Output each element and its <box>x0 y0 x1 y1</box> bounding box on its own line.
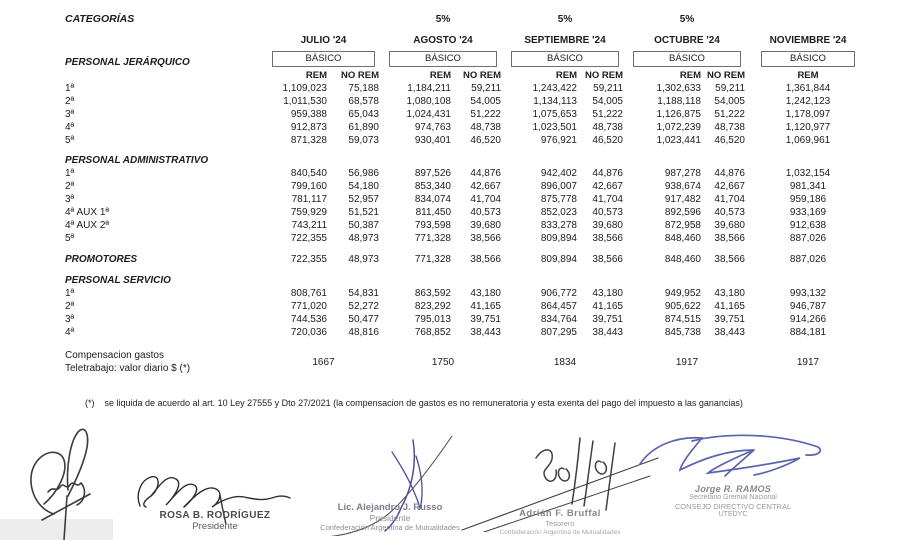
value-cell: 768,852 <box>414 327 451 338</box>
value-cell: 834,764 <box>540 314 577 325</box>
value-cell: 54,180 <box>348 181 379 192</box>
value-cell: 43,180 <box>714 288 745 299</box>
value-cell: 959,186 <box>789 194 827 205</box>
value-cell: 41,704 <box>592 194 623 205</box>
value-cell: 1,069,961 <box>785 135 831 146</box>
section-title-row <box>65 253 868 266</box>
value-cell: 1,024,431 <box>406 109 451 120</box>
footnote <box>85 398 743 408</box>
value-cell: 1,302,633 <box>656 83 701 94</box>
signatory-organization: Confederación Argentina de Mutualidades <box>320 523 460 532</box>
row-label-cell: 5ª <box>65 233 75 244</box>
value-cell: 884,181 <box>789 327 827 338</box>
value-cell: 874,515 <box>664 314 701 325</box>
value-cell: 44,876 <box>470 168 501 179</box>
value-cell: 808,761 <box>290 288 327 299</box>
value-cell: 40,573 <box>592 207 623 218</box>
signatory-union: UTEDYC <box>718 511 748 518</box>
header-increase-row <box>65 12 868 26</box>
signatory-name: Jorge R. RAMOS <box>694 484 772 494</box>
empty-cell <box>65 26 265 50</box>
row-label-cell: 4ª <box>65 122 75 133</box>
value-cell <box>748 274 868 287</box>
value-cell: 981,341 <box>789 181 827 192</box>
basico-header-cell <box>748 50 868 69</box>
value-cell: 1,184,211 <box>407 83 451 94</box>
value-cell <box>382 154 454 167</box>
row-label-cell: 4ª AUX 1ª <box>65 207 110 218</box>
value-cell: 914,266 <box>789 314 827 325</box>
month-header-cell: SEPTIEMBRE '24 <box>524 35 606 46</box>
value-cell: 41,704 <box>470 194 501 205</box>
value-cell: 1,120,977 <box>785 122 831 133</box>
basico-header-cell <box>626 50 748 69</box>
data-row <box>65 206 868 219</box>
column-header-cell: NO REM <box>463 70 501 81</box>
value-cell: 43,180 <box>592 288 623 299</box>
value-cell: 987,278 <box>664 168 701 179</box>
data-row <box>65 134 868 147</box>
column-header-cell: REM <box>429 70 451 81</box>
categories-heading: CATEGORÍAS <box>65 13 135 25</box>
data-row <box>65 121 868 134</box>
value-cell <box>504 154 580 167</box>
value-cell: 1,134,113 <box>533 96 577 107</box>
value-cell: 771,020 <box>290 301 327 312</box>
value-cell: 946,787 <box>789 301 827 312</box>
data-row <box>65 108 868 121</box>
row-label-cell: 5ª <box>65 135 75 146</box>
section-title-row <box>65 274 868 287</box>
row-label-cell: 4ª <box>65 327 75 338</box>
column-header-cell: NO REM <box>341 70 379 81</box>
month-header-cell: JULIO '24 <box>300 35 347 46</box>
row-label-cell: 4ª AUX 2ª <box>65 220 110 231</box>
value-cell: 38,566 <box>592 254 623 265</box>
value-cell: 938,674 <box>664 181 701 192</box>
value-cell: 48,738 <box>714 122 745 133</box>
value-cell: 853,340 <box>414 181 451 192</box>
value-cell: 840,540 <box>290 168 327 179</box>
value-cell: 52,957 <box>348 194 379 205</box>
value-cell: 50,387 <box>348 220 379 231</box>
value-cell: 795,013 <box>414 314 451 325</box>
value-cell: 897,526 <box>414 168 451 179</box>
value-cell: 887,026 <box>789 254 827 265</box>
value-cell: 722,355 <box>290 254 327 265</box>
value-cell: 1,178,097 <box>785 109 831 120</box>
value-cell: 848,460 <box>664 254 701 265</box>
value-cell: 1,242,123 <box>785 96 831 107</box>
value-cell <box>626 154 704 167</box>
empty-cell <box>65 69 265 82</box>
value-cell: 48,816 <box>348 327 379 338</box>
value-cell: 834,074 <box>414 194 451 205</box>
compensation-value-cell: 1667 <box>312 357 335 368</box>
column-header-cell: REM <box>555 70 577 81</box>
value-cell: 863,592 <box>414 288 451 299</box>
row-label-cell: 1ª <box>65 288 75 299</box>
signatory-title: Tesorero <box>545 519 575 528</box>
value-cell: 993,132 <box>789 288 827 299</box>
value-cell: 51,222 <box>470 109 501 120</box>
value-cell: 39,680 <box>470 220 501 231</box>
compensation-label-cell <box>65 349 265 376</box>
value-cell: 39,680 <box>592 220 623 231</box>
row-label-cell: 2ª <box>65 96 75 107</box>
footnote-marker: (*) <box>85 398 95 408</box>
compensation-value-cell: 1750 <box>431 357 455 368</box>
value-cell: 949,952 <box>664 288 701 299</box>
value-cell: 1,361,844 <box>785 83 831 94</box>
value-cell: 39,751 <box>470 314 501 325</box>
spacer-row <box>65 147 868 154</box>
month-header-cell: NOVIEMBRE '24 <box>769 35 847 46</box>
value-cell: 59,073 <box>348 135 379 146</box>
footnote-text: se liquida de acuerdo al art. 10 Ley 27555 y Dto 27/2021 (la compensacion de gastos es no remuneratoria y esta exenta del pago del impuesto a las ganancias) <box>104 398 743 408</box>
value-cell: 40,573 <box>714 207 745 218</box>
value-cell: 871,328 <box>290 135 327 146</box>
column-header-cell: NO REM <box>707 70 745 81</box>
value-cell: 1,023,441 <box>656 135 701 146</box>
signature-ink-icon <box>14 424 120 540</box>
value-cell: 1,243,422 <box>532 83 577 94</box>
value-cell <box>504 274 580 287</box>
scale-table-body <box>65 12 868 376</box>
signature-block-ramos <box>628 428 838 520</box>
value-cell <box>330 274 382 287</box>
value-cell <box>265 154 330 167</box>
column-header-cell: NO REM <box>585 70 623 81</box>
value-cell: 56,986 <box>348 168 379 179</box>
value-cell: 44,876 <box>714 168 745 179</box>
value-cell: 864,457 <box>540 301 577 312</box>
value-cell <box>330 154 382 167</box>
value-cell <box>454 154 504 167</box>
value-cell: 75,188 <box>348 83 379 94</box>
value-cell: 42,667 <box>592 181 623 192</box>
basico-box: BÁSICO <box>389 51 497 67</box>
value-cell: 50,477 <box>348 314 379 325</box>
value-cell: 771,328 <box>414 254 451 265</box>
signatory-title: Secretario Gremial Nacional <box>689 494 777 501</box>
value-cell: 39,680 <box>714 220 745 231</box>
basico-header-cell <box>504 50 626 69</box>
data-row <box>65 287 868 300</box>
value-cell: 930,401 <box>414 135 451 146</box>
header-month-row <box>65 26 868 50</box>
value-cell: 40,573 <box>470 207 501 218</box>
value-cell: 41,165 <box>470 301 501 312</box>
basico-box: BÁSICO <box>633 51 741 67</box>
value-cell: 38,443 <box>714 327 745 338</box>
data-row <box>65 167 868 180</box>
value-cell: 41,704 <box>714 194 745 205</box>
spacer-row <box>65 245 868 253</box>
value-cell: 51,222 <box>714 109 745 120</box>
data-row <box>65 300 868 313</box>
value-cell: 1,072,239 <box>656 122 701 133</box>
value-cell: 833,278 <box>540 220 577 231</box>
value-cell: 781,117 <box>291 194 327 205</box>
value-cell: 1,080,108 <box>406 96 451 107</box>
value-cell: 896,007 <box>540 181 577 192</box>
signature-ink-icon <box>628 428 838 482</box>
value-cell: 933,169 <box>789 207 827 218</box>
section-title-cell: PERSONAL JERÁRQUICO <box>65 57 190 68</box>
value-cell: 809,894 <box>540 254 577 265</box>
salary-scale-sheet <box>65 12 868 376</box>
value-cell: 875,778 <box>540 194 577 205</box>
value-cell: 974,763 <box>414 122 451 133</box>
value-cell <box>454 274 504 287</box>
row-label-cell: 3ª <box>65 109 75 120</box>
signatory-title: Presidente <box>192 521 238 532</box>
value-cell: 59,211 <box>715 83 745 94</box>
data-row <box>65 82 868 95</box>
increase-cell <box>265 12 382 26</box>
value-cell: 759,929 <box>290 207 327 218</box>
value-cell: 892,596 <box>664 207 701 218</box>
value-cell: 54,005 <box>470 96 501 107</box>
value-cell: 848,460 <box>664 233 701 244</box>
section-title-cell: PERSONAL ADMINISTRATIVO <box>65 155 209 166</box>
value-cell: 51,521 <box>348 207 379 218</box>
value-cell: 1,188,118 <box>657 96 701 107</box>
section-title-cell: PERSONAL SERVICIO <box>65 275 171 286</box>
value-cell: 852,023 <box>540 207 577 218</box>
data-row <box>65 313 868 326</box>
signatory-name: ROSA B. RODRÍGUEZ <box>159 510 271 521</box>
value-cell: 59,211 <box>593 83 623 94</box>
value-cell: 942,402 <box>540 168 577 179</box>
signatory-name: Lic. Alejandro J. Russo <box>337 502 443 513</box>
header-columns-row <box>65 69 868 82</box>
row-label-cell: 3ª <box>65 314 75 325</box>
value-cell: 872,958 <box>664 220 701 231</box>
value-cell: 59,211 <box>471 83 501 94</box>
value-cell: 48,973 <box>348 254 379 265</box>
signatory-body: CONSEJO DIRECTIVO CENTRAL <box>674 501 792 511</box>
column-header-cell: REM <box>305 70 327 81</box>
value-cell <box>748 154 868 167</box>
value-cell: 809,894 <box>540 233 577 244</box>
value-cell <box>626 274 704 287</box>
value-cell: 905,622 <box>664 301 701 312</box>
value-cell: 48,738 <box>592 122 623 133</box>
value-cell: 46,520 <box>592 135 623 146</box>
signatory-title: Presidente <box>369 513 411 523</box>
value-cell: 906,772 <box>540 288 577 299</box>
value-cell: 44,876 <box>592 168 623 179</box>
data-row <box>65 193 868 206</box>
value-cell: 46,520 <box>714 135 745 146</box>
value-cell: 42,667 <box>714 181 745 192</box>
value-cell: 61,890 <box>348 122 379 133</box>
value-cell: 743,211 <box>291 220 327 231</box>
value-cell: 48,973 <box>348 233 379 244</box>
month-header-cell: AGOSTO '24 <box>413 35 473 46</box>
value-cell: 38,566 <box>714 254 745 265</box>
row-label-cell: 2ª <box>65 181 75 192</box>
value-cell: 41,165 <box>592 301 623 312</box>
value-cell: 720,036 <box>290 327 327 338</box>
month-header-cell: OCTUBRE '24 <box>654 35 720 46</box>
signature-block-1 <box>14 424 120 540</box>
row-label-cell: 1ª <box>65 83 75 94</box>
value-cell: 54,005 <box>592 96 623 107</box>
row-label-cell: 3ª <box>65 194 75 205</box>
data-row <box>65 232 868 245</box>
value-cell: 54,005 <box>714 96 745 107</box>
value-cell: 1,075,653 <box>532 109 577 120</box>
compensation-label-line1: Compensacion gastos <box>65 350 164 361</box>
value-cell: 1,023,501 <box>532 122 577 133</box>
value-cell: 68,578 <box>348 96 379 107</box>
data-row <box>65 95 868 108</box>
row-label-cell: 2ª <box>65 301 75 312</box>
value-cell: 722,355 <box>290 233 327 244</box>
value-cell: 912,873 <box>290 122 327 133</box>
value-cell: 39,751 <box>592 314 623 325</box>
basico-box: BÁSICO <box>761 51 855 67</box>
section-title-row <box>65 154 868 167</box>
value-cell: 887,026 <box>789 233 827 244</box>
compensation-label-line2: Teletrabajo: valor diario $ (*) <box>65 362 191 374</box>
value-cell: 1,011,530 <box>283 96 327 107</box>
value-cell <box>580 274 626 287</box>
value-cell: 823,292 <box>414 301 451 312</box>
compensation-row <box>65 349 868 376</box>
value-cell: 771,328 <box>414 233 451 244</box>
value-cell <box>704 274 748 287</box>
basico-box: BÁSICO <box>511 51 619 67</box>
value-cell: 807,295 <box>540 327 577 338</box>
value-cell: 46,520 <box>470 135 501 146</box>
data-row <box>65 180 868 193</box>
value-cell: 912,638 <box>789 220 827 231</box>
section-title-cell: PROMOTORES <box>65 254 138 265</box>
value-cell: 51,222 <box>592 109 623 120</box>
value-cell: 959,388 <box>290 109 327 120</box>
value-cell <box>580 154 626 167</box>
scale-table <box>65 12 868 376</box>
row-label-cell: 1ª <box>65 168 75 179</box>
basico-header-cell <box>265 50 382 69</box>
value-cell: 1,109,023 <box>282 83 327 94</box>
value-cell: 39,751 <box>714 314 745 325</box>
spacer-row <box>65 339 868 349</box>
value-cell: 845,738 <box>664 327 701 338</box>
basico-box: BÁSICO <box>272 51 375 67</box>
column-header-cell: REM <box>797 70 819 81</box>
basico-header-cell <box>382 50 504 69</box>
value-cell: 38,566 <box>714 233 745 244</box>
value-cell: 38,443 <box>470 327 501 338</box>
value-cell: 65,043 <box>348 109 379 120</box>
value-cell: 744,536 <box>290 314 327 325</box>
value-cell <box>382 274 454 287</box>
compensation-value-cell: 1917 <box>675 357 699 368</box>
value-cell: 793,598 <box>414 220 451 231</box>
column-header-cell: REM <box>679 70 701 81</box>
value-cell: 42,667 <box>470 181 501 192</box>
header-basico-row <box>65 50 868 69</box>
value-cell: 38,443 <box>592 327 623 338</box>
value-cell: 48,738 <box>470 122 501 133</box>
value-cell: 38,566 <box>470 254 501 265</box>
value-cell <box>704 154 748 167</box>
data-row <box>65 326 868 339</box>
spacer-row <box>65 266 868 274</box>
value-cell: 976,921 <box>540 135 577 146</box>
data-row <box>65 219 868 232</box>
value-cell: 811,450 <box>415 207 451 218</box>
value-cell: 38,566 <box>470 233 501 244</box>
compensation-value-cell: 1834 <box>553 357 577 368</box>
increase-cell <box>748 12 868 26</box>
increase-cell: 5% <box>435 14 451 25</box>
signatory-name: Adrián F. Bruffal <box>519 508 601 519</box>
signatory-organization: Confederación Argentina de Mutualidades <box>499 529 621 536</box>
value-cell: 1,032,154 <box>785 168 831 179</box>
value-cell: 1,126,875 <box>656 109 701 120</box>
value-cell: 799,160 <box>290 181 327 192</box>
compensation-value-cell: 1917 <box>796 357 820 368</box>
value-cell: 54,831 <box>348 288 379 299</box>
signature-block-rodriguez <box>130 462 300 532</box>
increase-cell: 5% <box>557 14 573 25</box>
signature-block-russo <box>300 436 480 532</box>
increase-cell: 5% <box>679 14 695 25</box>
value-cell: 917,482 <box>664 194 701 205</box>
value-cell <box>265 274 330 287</box>
value-cell: 52,272 <box>348 301 379 312</box>
value-cell: 43,180 <box>470 288 501 299</box>
value-cell: 38,566 <box>592 233 623 244</box>
value-cell: 41,165 <box>714 301 745 312</box>
